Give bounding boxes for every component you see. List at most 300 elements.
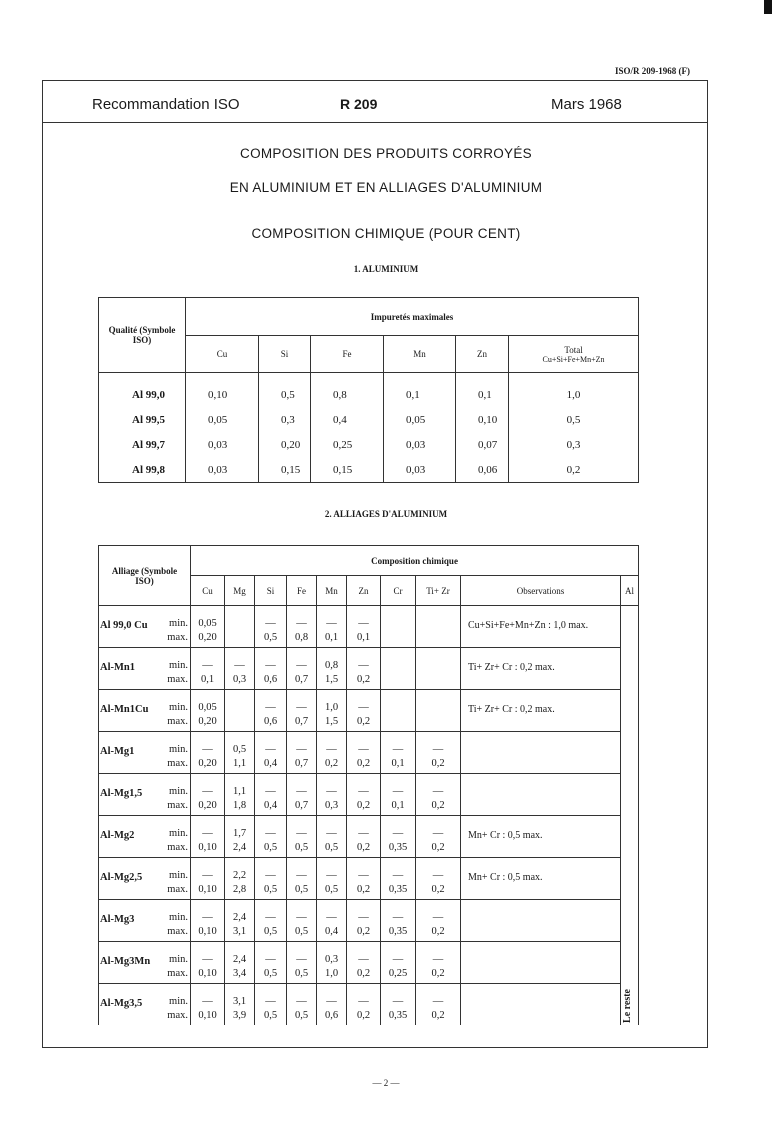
min-value: — [296,828,307,839]
value-cell [255,690,287,732]
value-cell [191,732,225,774]
max-value: 3,9 [232,1010,247,1021]
column-header-si: Si [255,576,287,606]
value-cell [255,732,287,774]
min-value: — [432,996,444,1007]
al-cell [621,606,639,1026]
header-center: R 209 [340,96,378,112]
min-value: — [202,786,213,797]
alloy-name [99,858,191,900]
subtitle: COMPOSITION CHIMIQUE (POUR CENT) [251,226,521,241]
min-value [225,715,254,729]
min-max-labels [167,869,188,897]
alloy-header: Alliage (Symbole ISO) [99,546,191,606]
value-cell: 0,10 [456,407,509,432]
min-value: 1,1 [232,786,247,797]
column-header-fe: Fe [287,576,317,606]
min-value: — [265,996,276,1007]
alloy-symbol: Al-Mg2,5 [100,871,143,883]
max-value: 0,2 [431,758,445,769]
min-value: — [326,828,337,839]
value-cell [416,858,461,900]
value-cell: 0,03 [384,432,456,457]
min-value: — [392,954,404,965]
min-value: 2,4 [232,954,247,965]
alloy-name [99,732,191,774]
quality-name: Al 99,5 [99,407,186,432]
value-cell [225,900,255,942]
value-cell: 0,03 [186,432,259,457]
max-value: 0,5 [294,1010,309,1021]
value-cell [416,732,461,774]
value-cell [381,690,416,732]
min-value: 2,2 [232,870,247,881]
min-max-labels [167,785,188,813]
value-cell [347,606,381,648]
min-value: — [432,786,444,797]
min-value: — [265,954,276,965]
max-value: 2,4 [232,842,247,853]
min-label: min. [169,996,188,1007]
min-value: — [432,828,444,839]
composition-header: Composition chimique [191,546,639,576]
value-cell [225,606,255,648]
value-cell: 0,05 [384,407,456,432]
table-row [99,432,639,457]
min-label: min. [169,786,188,797]
column-header-mn: Mn [384,336,456,373]
max-label: max. [167,632,188,643]
min-value: — [326,786,337,797]
document-reference: ISO/R 209-1968 (F) [615,66,690,76]
value-cell [191,942,225,984]
min-value: — [432,912,444,923]
alloy-symbol: Al-Mg3Mn [100,955,151,967]
max-value: 0,1 [200,674,215,685]
alloy-row [99,942,639,984]
min-value: — [265,828,276,839]
value-cell [381,984,416,1026]
max-value: 0,5 [263,1010,278,1021]
impurities-header: Impuretés maximales [186,298,639,336]
max-value: 0,2 [356,968,371,979]
column-header-cu: Cu [186,336,259,373]
column-header-mg: Mg [225,576,255,606]
value-cell [287,858,317,900]
max-value: 0,10 [198,884,217,895]
value-cell [317,648,347,690]
max-value: 0,1 [356,632,371,643]
value-cell: 0,20 [259,432,311,457]
min-value: — [265,786,276,797]
value-cell [287,606,317,648]
column-header-si: Si [259,336,311,373]
min-value: 0,8 [324,660,339,671]
max-value: 0,3 [232,674,247,685]
alloy-symbol: Al-Mn1 [100,661,135,673]
value-cell [225,816,255,858]
max-value: 0,5 [294,968,309,979]
alloy-row [99,900,639,942]
alloy-symbol: Al-Mg3,5 [100,997,143,1009]
max-value: 0,2 [356,884,371,895]
max-value: 0,10 [198,968,217,979]
value-cell [287,732,317,774]
min-value: — [392,912,404,923]
value-cell: 0,3 [259,407,311,432]
value-cell [317,732,347,774]
max-value: 0,5 [324,884,339,895]
value-cell [416,984,461,1026]
max-value: 0,35 [388,884,408,895]
value-cell: 0,15 [311,457,384,483]
value-cell [416,648,461,690]
min-max-labels [167,659,188,687]
spacer-cell [186,373,259,383]
max-label: max. [167,884,188,895]
spacer-cell [509,373,639,383]
min-value: — [358,954,369,965]
min-value: 1,7 [232,828,247,839]
min-value [416,631,460,645]
min-value: 0,05 [198,702,217,713]
max-value: 0,6 [324,1010,339,1021]
value-cell [255,858,287,900]
column-header-zn: Zn [347,576,381,606]
min-value: — [202,954,213,965]
value-cell [416,942,461,984]
alloys-table [98,545,639,1025]
alloy-name [99,900,191,942]
value-cell [225,648,255,690]
value-cell [381,900,416,942]
max-value: 1,1 [232,758,247,769]
min-value: — [358,912,369,923]
alloy-symbol: Al-Mg1,5 [100,787,143,799]
min-label: min. [169,618,188,629]
title-line-1: COMPOSITION DES PRODUITS CORROYÉS [240,146,532,161]
max-value: 0,5 [324,842,339,853]
max-value: 0,1 [391,800,405,811]
table-row [99,382,639,407]
value-cell [225,942,255,984]
max-value: 0,20 [198,758,217,769]
min-value: — [202,870,213,881]
spacer-cell [311,373,384,383]
min-max-labels [167,701,188,729]
max-label: max. [167,842,188,853]
table-row [99,407,639,432]
quality-name: Al 99,0 [99,382,186,407]
min-value: — [358,660,369,671]
value-cell [347,648,381,690]
column-header-mn: Mn [317,576,347,606]
max-value: 0,1 [324,632,339,643]
table-row [99,457,639,483]
observation-cell: Mn+ Cr : 0,5 max. [461,816,621,858]
value-cell [317,774,347,816]
value-cell [347,732,381,774]
min-value [381,715,415,729]
value-cell: 0,03 [384,457,456,483]
max-label: max. [167,758,188,769]
al-header: Al [621,576,639,606]
min-value: — [202,744,213,755]
value-cell [381,942,416,984]
observation-cell: Ti+ Zr+ Cr : 0,2 max. [461,690,621,732]
max-value: 1,5 [324,716,339,727]
max-value: 0,5 [294,884,309,895]
max-value: 0,5 [263,884,278,895]
observation-cell [461,942,621,984]
value-cell [287,816,317,858]
header-right: Mars 1968 [551,96,622,113]
value-cell [347,690,381,732]
max-value: 3,4 [232,968,247,979]
max-value: 0,10 [198,842,217,853]
alloy-row [99,774,639,816]
value-cell: 0,25 [311,432,384,457]
value-cell [287,774,317,816]
max-value: 0,10 [198,926,217,937]
value-cell [317,942,347,984]
min-value: — [358,786,369,797]
min-value: — [265,870,276,881]
value-cell [255,900,287,942]
max-value: 0,6 [263,674,278,685]
max-value: 0,7 [294,800,309,811]
min-value: — [432,954,444,965]
value-cell [381,606,416,648]
value-cell: 1,0 [509,382,639,407]
column-header-zn: Zn [456,336,509,373]
alloy-name [99,816,191,858]
observation-cell [461,900,621,942]
total-label: Total [564,344,583,355]
min-value: — [326,912,337,923]
max-label: max. [167,926,188,937]
value-cell [225,984,255,1026]
min-value: — [265,660,276,671]
value-cell [191,774,225,816]
observation-cell [461,774,621,816]
value-cell [347,774,381,816]
min-value: — [202,912,213,923]
min-value: — [432,744,444,755]
min-value: — [296,786,307,797]
value-cell [255,816,287,858]
max-value: 0,2 [356,758,371,769]
value-cell [255,606,287,648]
value-cell: 0,8 [311,382,384,407]
value-cell [287,900,317,942]
alloy-name [99,942,191,984]
value-cell [416,606,461,648]
min-value: — [296,702,307,713]
min-label: min. [169,744,188,755]
min-value: — [296,912,307,923]
max-value: 0,2 [324,758,339,769]
value-cell [191,858,225,900]
max-value: 0,4 [263,758,278,769]
value-cell [416,816,461,858]
value-cell [191,606,225,648]
min-value: — [296,996,307,1007]
min-value: 1,0 [324,702,339,713]
min-value: — [358,996,369,1007]
alloy-row [99,690,639,732]
observation-cell [461,732,621,774]
max-value: 0,35 [388,1010,408,1021]
header-divider [42,122,708,123]
min-value: — [326,996,337,1007]
min-value: — [296,870,307,881]
value-cell [191,816,225,858]
spacer-cell [384,373,456,383]
max-value: 3,1 [232,926,247,937]
min-value: — [202,660,213,671]
max-value: 1,8 [232,800,247,811]
value-cell [381,774,416,816]
min-value: 0,05 [198,618,217,629]
column-header-cr: Cr [381,576,416,606]
max-value: 0,20 [198,716,217,727]
value-cell [287,690,317,732]
min-max-labels [167,995,188,1023]
value-cell [255,648,287,690]
max-value: 0,2 [356,800,371,811]
spacer-cell [259,373,311,383]
min-value: — [326,870,337,881]
spacer-cell [99,373,186,383]
max-value: 1,5 [324,674,339,685]
max-value: 0,7 [294,716,309,727]
alloy-name [99,984,191,1026]
max-value: 0,4 [324,926,339,937]
value-cell: 0,3 [509,432,639,457]
value-cell [347,858,381,900]
min-value [225,631,254,645]
max-label: max. [167,1010,188,1021]
max-value: 0,35 [388,926,408,937]
max-value: 0,5 [294,842,309,853]
max-label: max. [167,674,188,685]
max-value: 0,2 [356,842,371,853]
max-value: 0,2 [356,926,371,937]
quality-name: Al 99,7 [99,432,186,457]
alloy-row [99,648,639,690]
quality-name: Al 99,8 [99,457,186,483]
min-value: — [358,744,369,755]
max-label: max. [167,800,188,811]
max-value: 0,2 [431,968,445,979]
value-cell: 0,06 [456,457,509,483]
alloy-row [99,984,639,1026]
min-max-labels [167,953,188,981]
value-cell: 0,4 [311,407,384,432]
max-value: 0,2 [356,1010,371,1021]
value-cell [381,816,416,858]
value-cell [287,942,317,984]
min-value: — [392,828,404,839]
header-left: Recommandation ISO [92,96,240,113]
max-label: max. [167,716,188,727]
min-value: — [326,744,337,755]
alloy-name [99,690,191,732]
value-cell [255,774,287,816]
value-cell: 0,10 [186,382,259,407]
min-value [381,673,415,687]
min-value: — [358,702,369,713]
section-1-heading: 1. ALUMINIUM [353,264,419,274]
max-value: 0,2 [431,884,445,895]
value-cell [347,816,381,858]
max-value: 0,2 [356,716,371,727]
max-value: 0,2 [431,1010,445,1021]
alloy-name [99,606,191,648]
max-value: 0,2 [431,842,445,853]
value-cell [416,900,461,942]
value-cell: 0,5 [509,407,639,432]
total-header [509,336,639,373]
min-value: — [296,660,307,671]
min-value: — [358,870,369,881]
min-value: 3,1 [232,996,247,1007]
max-value: 0,5 [294,926,309,937]
max-value: 0,2 [431,800,445,811]
quality-header: Qualité (Symbole ISO) [99,298,186,373]
min-value: — [296,744,307,755]
min-value: — [358,828,369,839]
max-value: 0,25 [388,968,408,979]
max-value: 0,20 [198,632,217,643]
alloy-row [99,816,639,858]
min-value: — [392,996,404,1007]
min-label: min. [169,702,188,713]
min-value: — [296,618,307,629]
section-2-heading: 2. ALLIAGES D'ALUMINIUM [324,509,448,519]
max-value: 0,20 [198,800,217,811]
min-value: — [202,996,213,1007]
value-cell [191,900,225,942]
min-value: — [202,828,213,839]
alloy-name [99,774,191,816]
value-cell [225,690,255,732]
value-cell [191,648,225,690]
max-value: 0,6 [263,716,278,727]
max-value: 0,7 [294,758,309,769]
value-cell [347,984,381,1026]
value-cell: 0,1 [456,382,509,407]
value-cell [191,984,225,1026]
max-value: 0,7 [294,674,309,685]
column-header-cu: Cu [191,576,225,606]
value-cell [381,732,416,774]
min-max-labels [167,743,188,771]
max-value: 0,10 [198,1010,217,1021]
observation-cell: Cu+Si+Fe+Mn+Zn : 1,0 max. [461,606,621,648]
value-cell: 0,15 [259,457,311,483]
value-cell: 0,1 [384,382,456,407]
min-value: — [432,870,444,881]
value-cell [225,732,255,774]
min-label: min. [169,912,188,923]
max-value: 0,4 [263,800,278,811]
observation-cell: Mn+ Cr : 0,5 max. [461,858,621,900]
value-cell [255,984,287,1026]
alloy-symbol: Al 99,0 Cu [100,619,148,631]
alloy-symbol: Al-Mg1 [100,745,135,757]
